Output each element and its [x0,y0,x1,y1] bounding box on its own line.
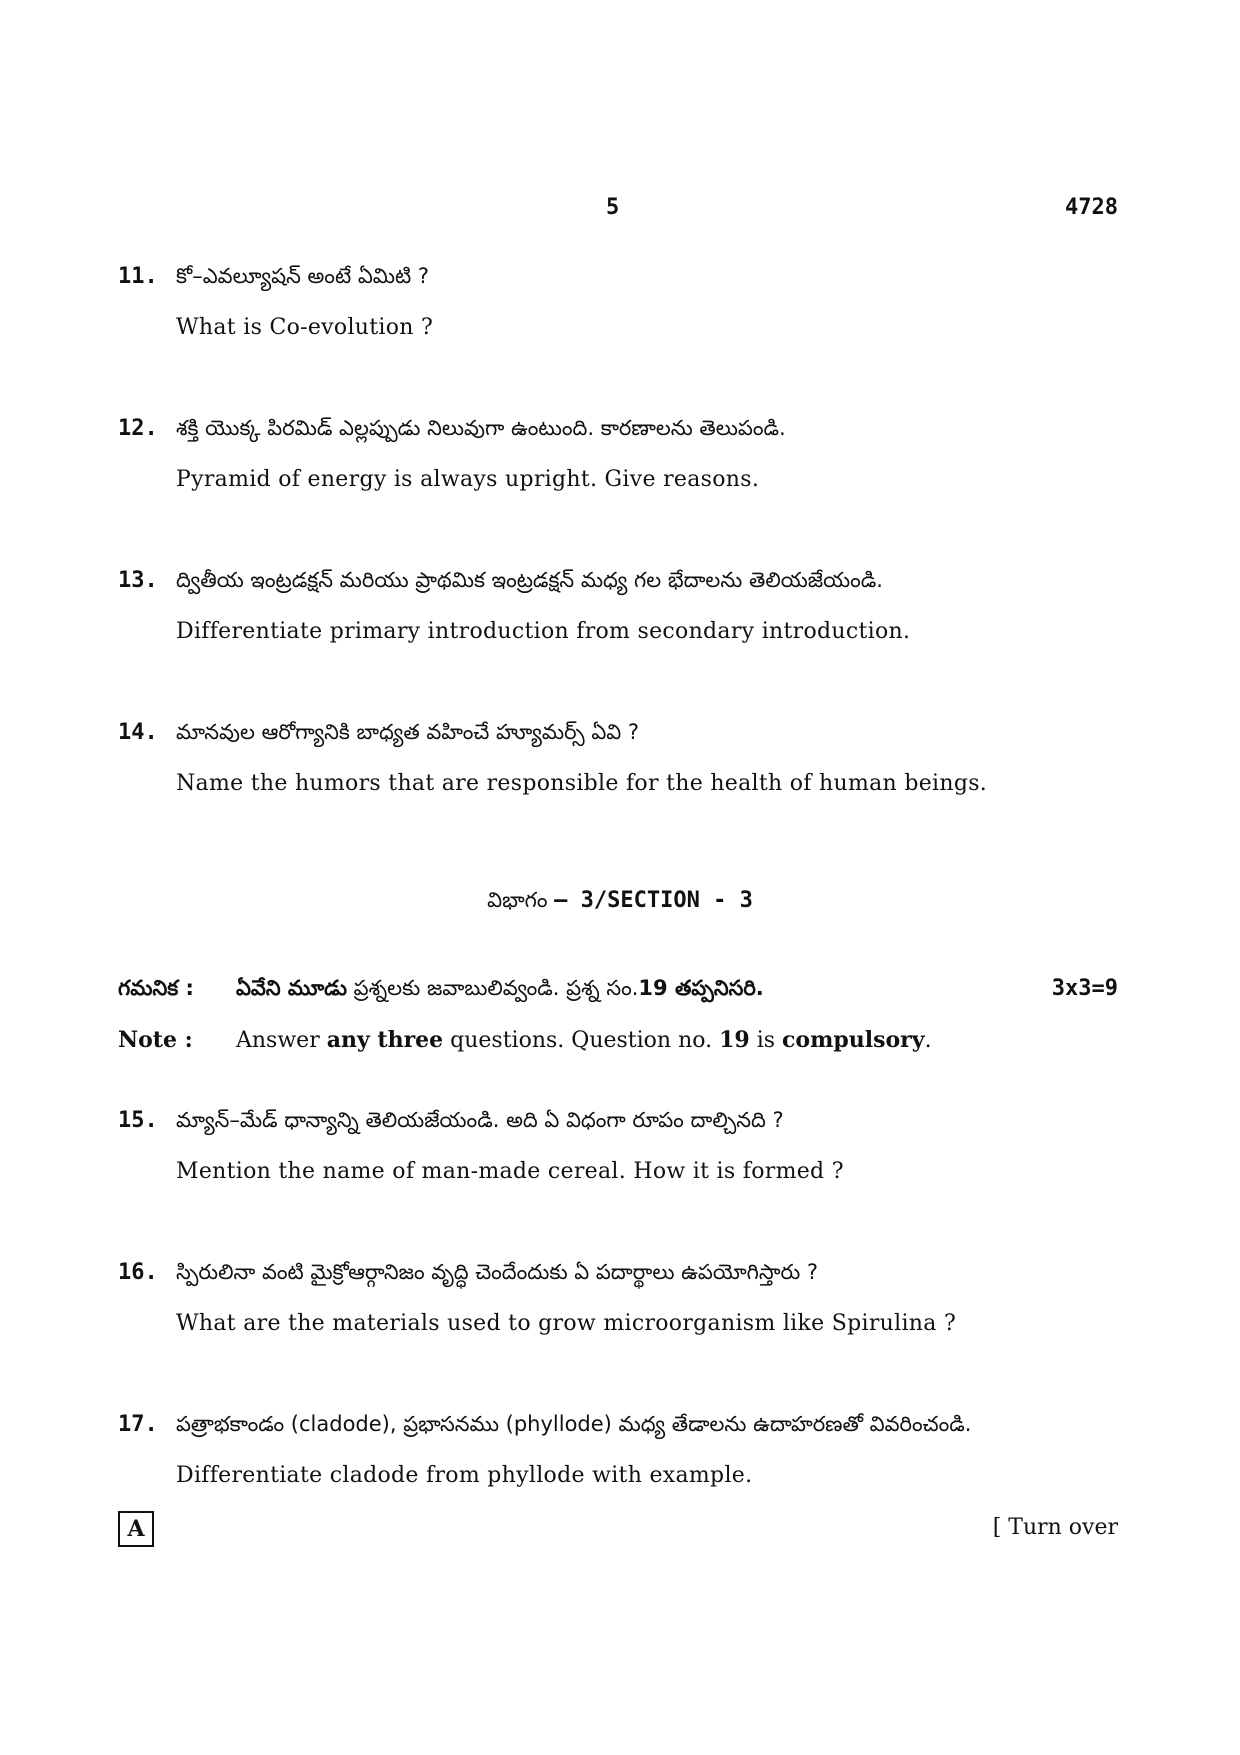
note-label-english: Note : [118,1027,193,1053]
question-text-english: Differentiate cladode from phyllode with example. [176,1463,753,1488]
question-number: 14. [118,720,158,745]
question-text-telugu: మ్యాన్–మేడ్ ధాన్యాన్ని తెలియజేయండి. అది ఏ విధంగా రూపం దాల్చినది ? [176,1108,784,1132]
question-text-telugu: మానవుల ఆరోగ్యానికి బాధ్యత వహించే హ్యూమర్స్ ఏవి ? [176,720,640,744]
section-heading [0,888,1240,918]
marks-allocation: 3x3=9 [1051,976,1118,1001]
section-heading-telugu: విభాగం [487,888,548,912]
question-text-telugu: కో–ఎవల్యూషన్ అంటే ఏమిటి ? [176,264,430,288]
note-text-english: Answer any three questions. Question no. 19 is compulsory. [236,1027,932,1053]
question-text-english: Differentiate primary introduction from secondary introduction. [176,619,911,644]
turn-over-note: [ Turn over [992,1515,1118,1540]
question-text-english: What is Co-evolution ? [176,315,434,340]
question-number: 13. [118,568,158,593]
question-text-telugu: స్పిరులినా వంటి మైక్రోఆర్గానిజం వృద్ధి చెందేందుకు ఏ పదార్థాలు ఉపయోగిస్తారు ? [176,1260,819,1284]
note-label-telugu: గమనిక : [118,976,194,1000]
section-heading-english: – 3/SECTION - 3 [554,888,753,913]
question-text-english: What are the materials used to grow microorganism like Spirulina ? [176,1311,957,1336]
question-text-telugu: పత్రాభకాండం (cladode), ప్రభాసనము (phyllode) మధ్య తేడాలను ఉదాహరణతో వివరించండి. [176,1412,972,1436]
note-text-telugu: ఏవేని మూడు ప్రశ్నలకు జవాబులివ్వండి. ప్రశ్న సం.19 తప్పనిసరి. [236,976,764,1000]
question-text-english: Name the humors that are responsible for the health of human beings. [176,771,988,796]
question-text-telugu: ద్వితీయ ఇంట్రడక్షన్ మరియు ప్రాథమిక ఇంట్రడక్షన్ మధ్య గల భేదాలను తెలియజేయండి. [176,568,883,592]
question-number: 12. [118,416,158,441]
question-text-english: Pyramid of energy is always upright. Give reasons. [176,467,760,492]
question-number: 11. [118,264,158,289]
question-number: 15. [118,1108,158,1133]
question-text-english: Mention the name of man-made cereal. How it is formed ? [176,1159,844,1184]
question-number: 16. [118,1260,158,1285]
paper-code: 4728 [1065,195,1118,220]
question-text-telugu: శక్తి యొక్క పిరమిడ్ ఎల్లప్పుడు నిలువుగా ఉంటుంది. కారణాలను తెలుపండి. [176,416,786,440]
page-number: 5 [606,195,620,220]
question-number: 17. [118,1412,158,1437]
series-box: A [118,1511,154,1547]
